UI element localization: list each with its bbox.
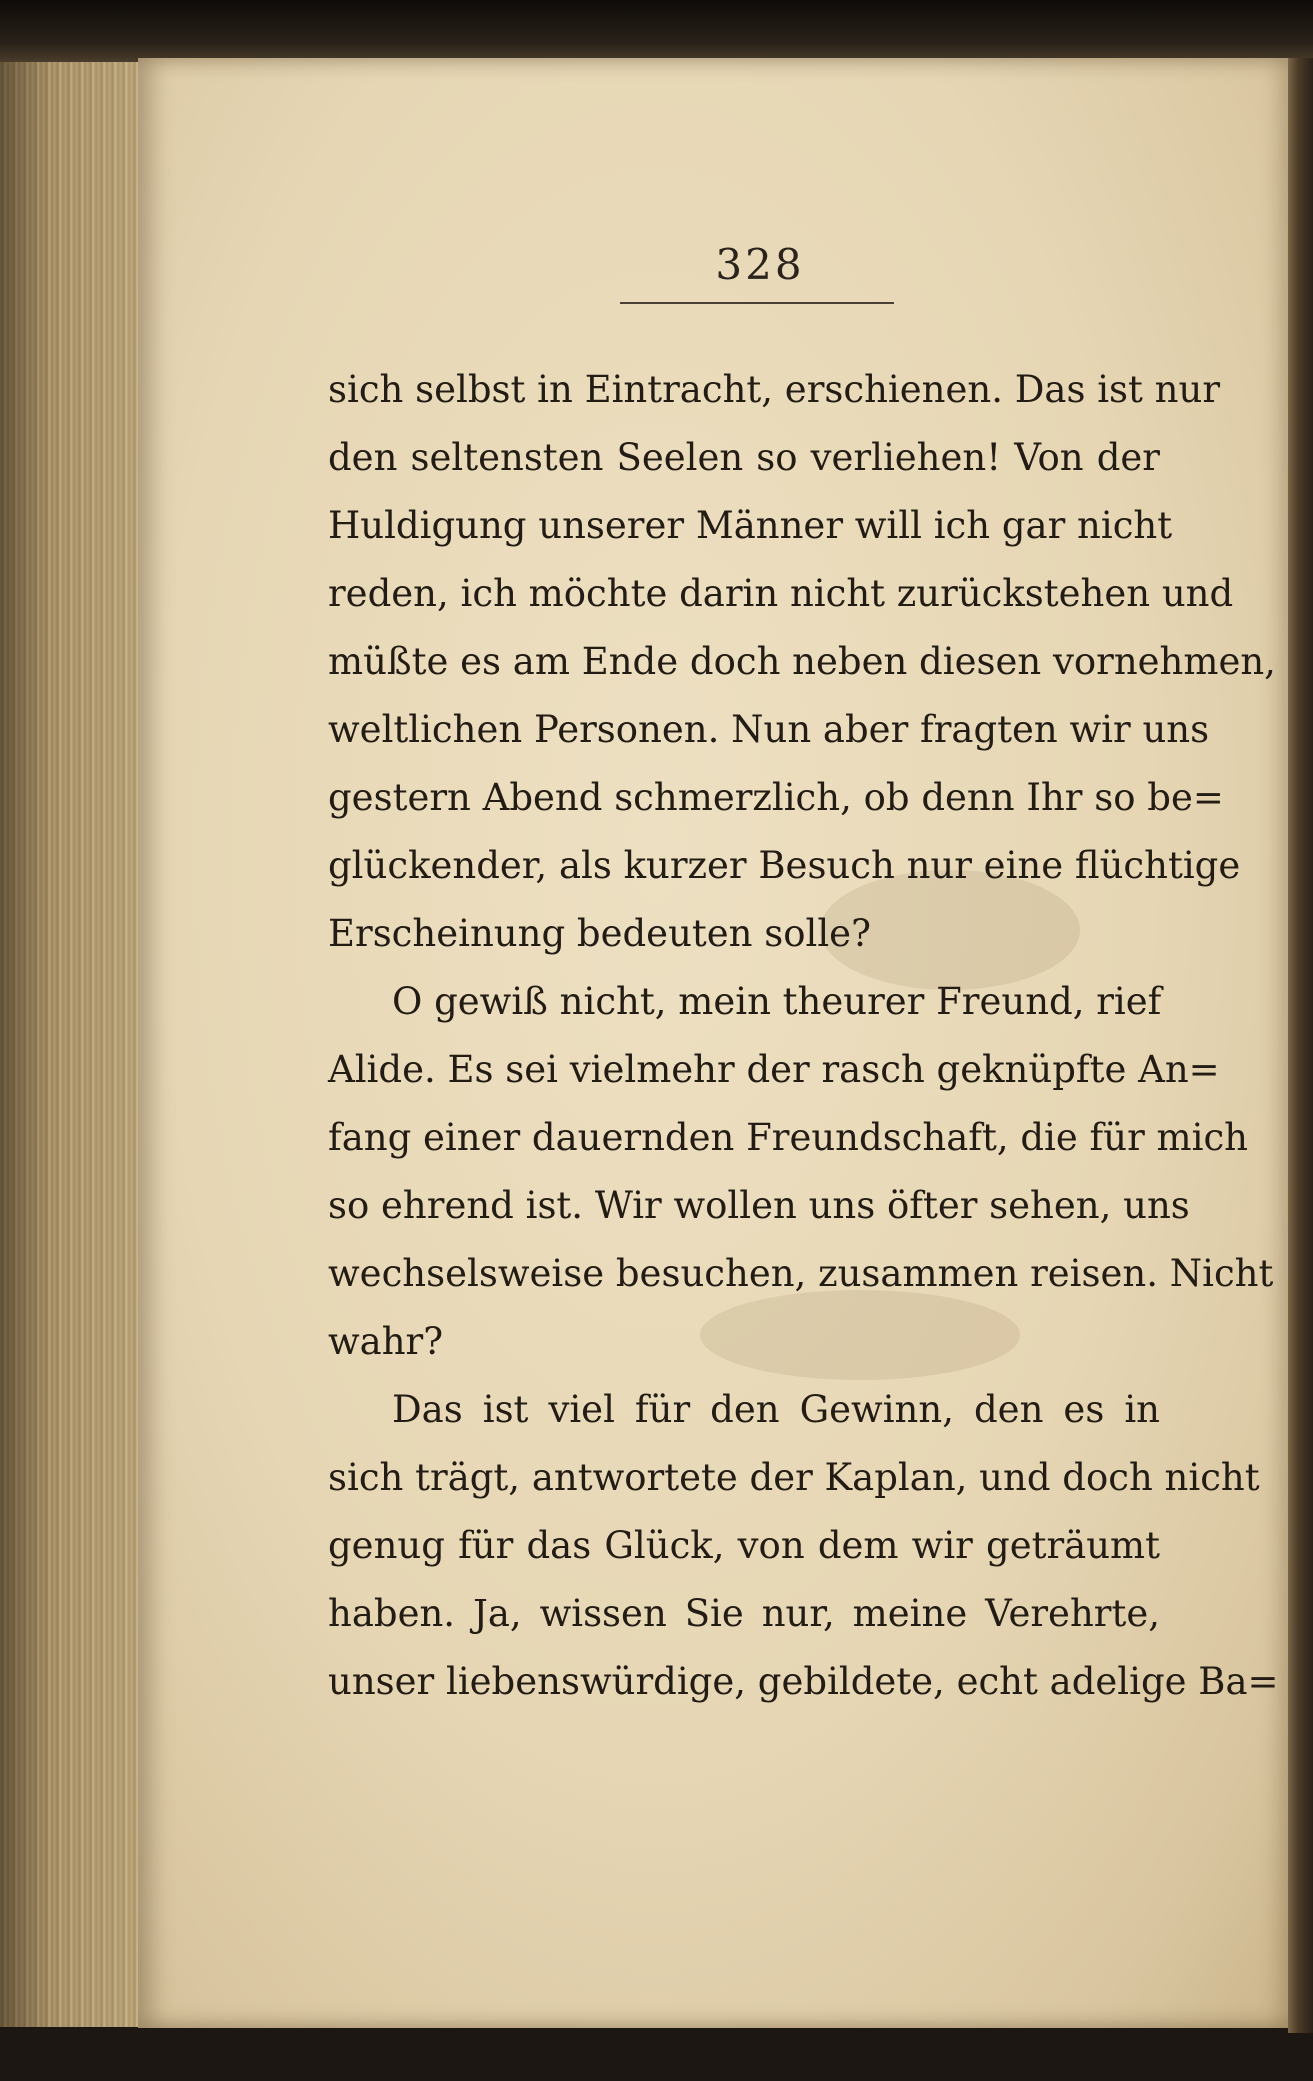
text-line: glückender, als kurzer Besuch nur eine flüchtige [328,844,1241,887]
text-line: den seltensten Seelen so verliehen! Von der [328,436,1160,479]
book-top-edge [0,0,1313,62]
text-line: so ehrend ist. Wir wollen uns öfter sehen, uns [328,1184,1190,1227]
text-line: weltlichen Personen. Nun aber fragten wir uns [328,708,1210,751]
text-line: sich trägt, antwortete der Kaplan, und doch nicht [328,1456,1260,1499]
text-line: haben. Ja, wissen Sie nur, meine Verehrte, [328,1592,1160,1635]
text-line: Das ist viel für den Gewinn, den es in [392,1388,1160,1431]
page-stack-edges [0,62,150,2027]
body-text [328,356,1279,1716]
text-line: unser liebenswürdige, gebildete, echt adelige Ba= [328,1660,1279,1703]
text-line: gestern Abend schmerzlich, ob denn Ihr so be= [328,776,1224,819]
page-number: 328 [715,240,805,289]
text-line: wechselsweise besuchen, zusammen reisen. Nicht [328,1252,1274,1295]
text-line: Huldigung unserer Männer will ich gar nicht [328,504,1173,547]
book-right-edge [1288,58,1313,2033]
text-line: fang einer dauernden Freundschaft, die für mich [328,1116,1248,1159]
text-line: O gewiß nicht, mein theurer Freund, rief [392,980,1162,1023]
text-line: reden, ich möchte darin nicht zurückstehen und [328,572,1234,615]
text-line: genug für das Glück, von dem wir geträumt [328,1524,1160,1567]
text-line: sich selbst in Eintracht, erschienen. Das ist nur [328,368,1221,411]
text-line: müßte es am Ende doch neben diesen vornehmen, [328,640,1276,683]
text-line: wahr? [328,1320,444,1363]
header-rule [620,302,894,304]
text-line: Alide. Es sei vielmehr der rasch geknüpfte An= [328,1048,1220,1091]
text-line: Erscheinung bedeuten solle? [328,912,871,955]
